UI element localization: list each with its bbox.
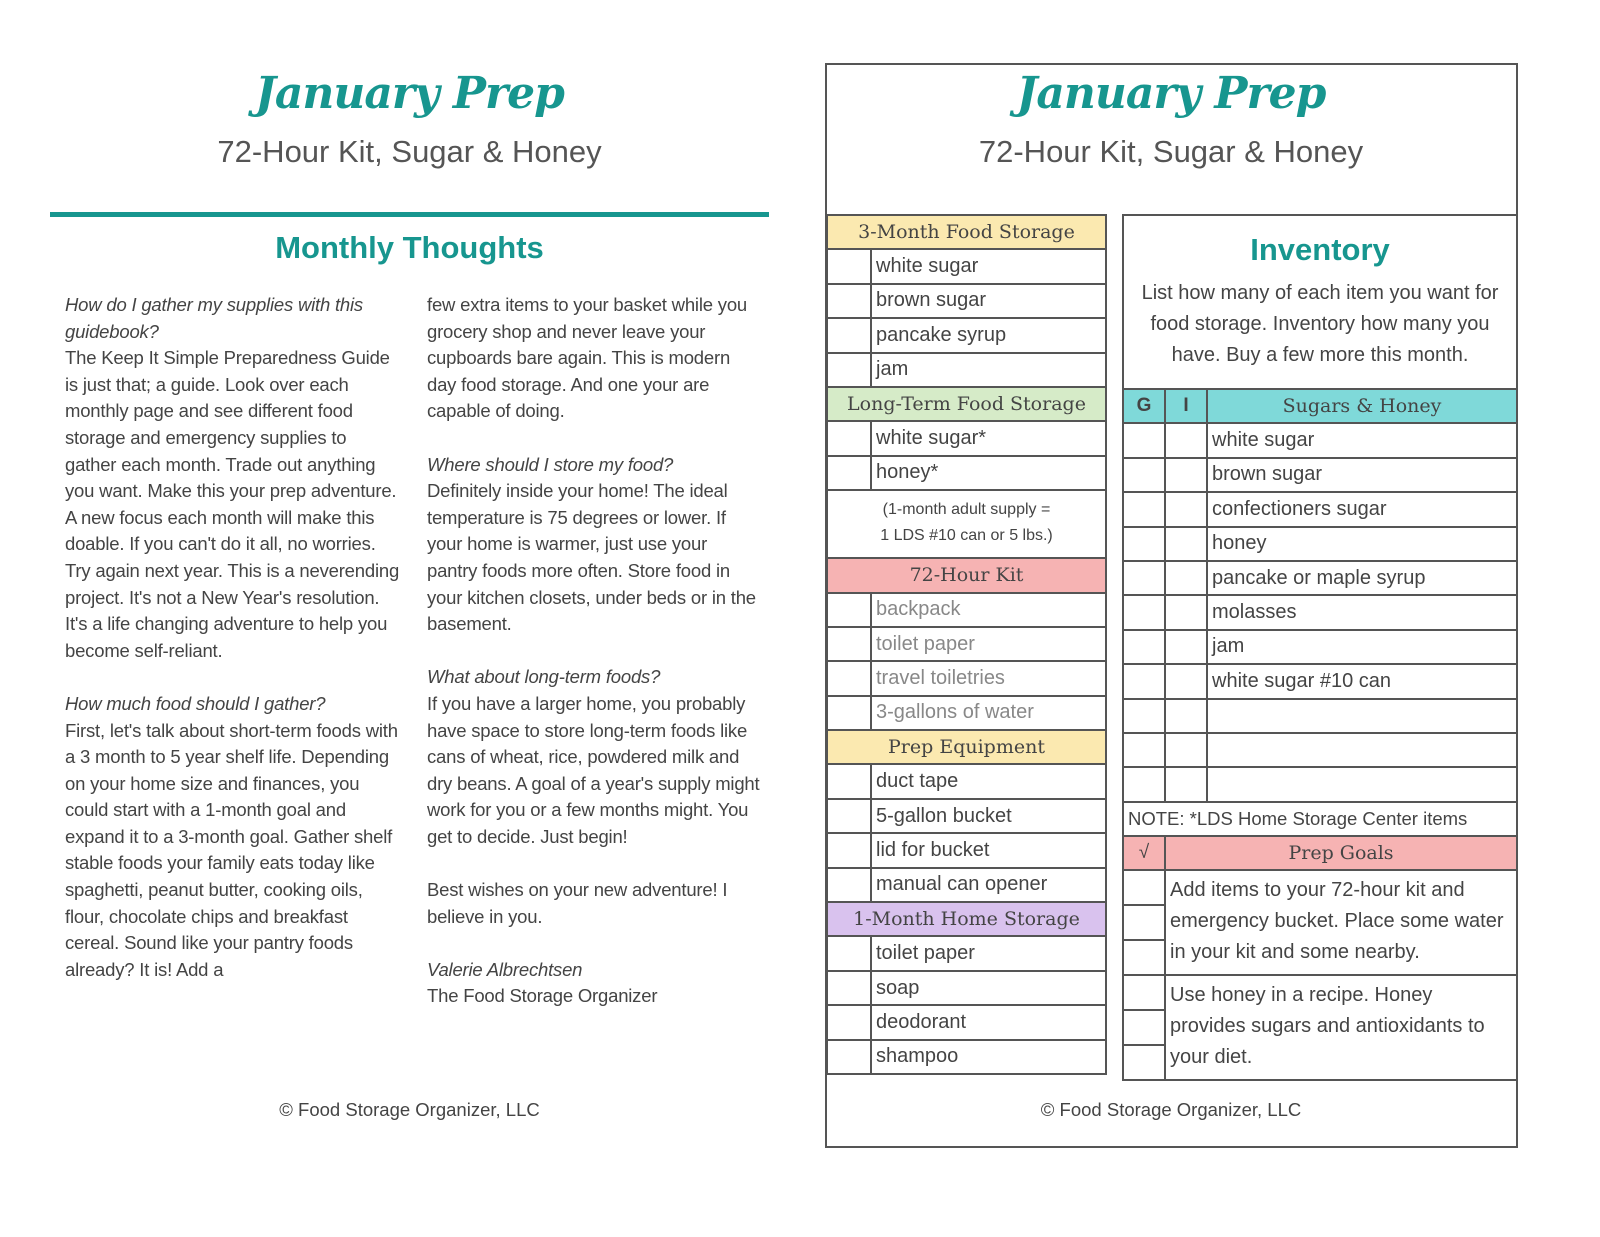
checklist-item <box>828 662 1105 696</box>
goal-count-cell[interactable] <box>1124 700 1166 732</box>
inventory-header <box>1124 390 1516 424</box>
inventory-item-label <box>1208 768 1516 800</box>
inventory-description: List how many of each item you want for food storage. Inventory how many you have. Buy a few more this month. <box>1141 282 1499 366</box>
goal-count-cell[interactable] <box>1124 562 1166 594</box>
checkbox[interactable] <box>828 765 872 797</box>
inventory-item-label: honey <box>1212 532 1267 555</box>
inventory-item-label: jam <box>1212 635 1245 658</box>
goal-count-cell[interactable] <box>1124 424 1166 456</box>
thought-text: The Food Storage Organizer <box>427 985 658 1007</box>
goal-text: Use honey in a recipe. Honey provides sugars and antioxidants to your diet. <box>1170 984 1485 1069</box>
monthly-thoughts-heading: Monthly Thoughts <box>275 230 544 265</box>
item-label: backpack <box>876 598 961 621</box>
item-label: soap <box>876 976 920 999</box>
item-label: white sugar* <box>876 427 987 450</box>
inventory-intro <box>1124 216 1516 390</box>
inventory-item-label: white sugar #10 can <box>1212 669 1392 692</box>
inventory-count-cell[interactable] <box>1166 493 1208 525</box>
checkbox[interactable] <box>828 354 872 386</box>
thoughts-column-2 <box>427 292 762 1037</box>
goal-count-cell[interactable] <box>1124 493 1166 525</box>
inventory-row <box>1124 562 1516 596</box>
note-line: 1 LDS #10 can or 5 lbs.) <box>880 527 1053 545</box>
thought-question: How do I gather my supplies with this guidebook? <box>65 294 363 342</box>
column-g: G <box>1124 390 1166 422</box>
checkbox[interactable] <box>828 250 872 282</box>
inventory-title: Inventory <box>1250 232 1390 267</box>
left-subtitle: 72-Hour Kit, Sugar & Honey <box>217 134 602 169</box>
inventory-count-cell[interactable] <box>1166 631 1208 663</box>
goal-checkboxes <box>1124 871 1166 974</box>
divider <box>50 212 769 217</box>
goal-checkbox[interactable] <box>1124 1011 1164 1046</box>
inventory-item-label: confectioners sugar <box>1212 497 1387 520</box>
item-label: toilet paper <box>876 632 975 655</box>
inventory-row <box>1124 700 1516 734</box>
checkbox[interactable] <box>828 697 872 729</box>
item-label: manual can opener <box>876 873 1048 896</box>
goal-checkboxes <box>1124 976 1166 1079</box>
goal-count-cell[interactable] <box>1124 665 1166 697</box>
left-footer: © Food Storage Organizer, LLC <box>279 1099 540 1120</box>
inventory-count-cell[interactable] <box>1166 596 1208 628</box>
checkbox[interactable] <box>828 319 872 351</box>
inventory-count-cell[interactable] <box>1166 562 1208 594</box>
inventory-count-cell[interactable] <box>1166 528 1208 560</box>
checklist-item <box>828 628 1105 662</box>
prep-goal <box>1124 976 1516 1081</box>
checklist-item <box>828 354 1105 388</box>
note-line: (1-month adult supply = <box>882 501 1051 519</box>
item-label: shampoo <box>876 1045 959 1068</box>
thought-text: Definitely inside your home! The ideal temperature is 75 degrees or lower. If your home is warmer, just use your pantry foods more often. Store food in your kitchen closets, under beds or in the basement. <box>427 480 756 635</box>
item-label: duct tape <box>876 770 959 793</box>
right-subtitle: 72-Hour Kit, Sugar & Honey <box>978 134 1364 169</box>
goal-count-cell[interactable] <box>1124 631 1166 663</box>
goal-text: Add items to your 72-hour kit and emergency bucket. Place some water in your kit and some nearby. <box>1170 879 1504 964</box>
thought-paragraph <box>65 691 400 984</box>
inventory-row <box>1124 424 1516 458</box>
checkbox[interactable] <box>828 594 872 626</box>
checkbox[interactable] <box>828 834 872 866</box>
thought-paragraph <box>427 664 762 850</box>
thought-text: If you have a larger home, you probably have space to store long-term foods like cans of wheat, rice, powdered milk and dry beans. A goal of a year's supply might work for you or a few months might. You get to decide. Just begin! <box>427 692 760 847</box>
goal-count-cell[interactable] <box>1124 596 1166 628</box>
item-label: lid for bucket <box>876 838 990 861</box>
checklist-item <box>828 422 1105 456</box>
right-footer: © Food Storage Organizer, LLC <box>1040 1099 1302 1120</box>
item-label: honey* <box>876 461 939 484</box>
checklist-item <box>828 697 1105 731</box>
thought-paragraph <box>427 452 762 638</box>
thought-text: few extra items to your basket while you grocery shop and never leave your cupboards bare again. This is modern day food storage. And one your are capable of doing. <box>427 294 748 422</box>
checkbox[interactable] <box>828 972 872 1004</box>
checklist-item <box>828 765 1105 799</box>
goal-checkbox[interactable] <box>1124 1046 1164 1079</box>
thoughts-column-1 <box>65 292 400 1010</box>
checkbox[interactable] <box>828 285 872 317</box>
checkbox[interactable] <box>828 628 872 660</box>
inventory-item-label: brown sugar <box>1212 463 1323 486</box>
thought-paragraph <box>427 957 762 1010</box>
thought-paragraph <box>65 292 400 664</box>
inventory-item-label: pancake or maple syrup <box>1212 566 1426 589</box>
section-header: 3-Month Food Storage <box>828 216 1105 250</box>
item-label: pancake syrup <box>876 323 1007 346</box>
checklist-item <box>828 285 1105 319</box>
checklist-item <box>828 319 1105 353</box>
thought-paragraph <box>427 877 762 930</box>
inventory-count-cell[interactable] <box>1166 424 1208 456</box>
inventory-row <box>1124 528 1516 562</box>
inventory-row <box>1124 493 1516 527</box>
inventory-item-label: molasses <box>1212 601 1297 624</box>
right-title: January Prep <box>1016 68 1326 119</box>
inventory-note: NOTE: *LDS Home Storage Center items <box>1124 803 1516 837</box>
item-label: 3-gallons of water <box>876 701 1034 724</box>
inventory-row <box>1124 734 1516 768</box>
thought-text: Best wishes on your new adventure! I believe in you. <box>427 879 728 927</box>
checklist-item <box>828 250 1105 284</box>
goal-count-cell[interactable] <box>1124 734 1166 766</box>
section-note <box>828 491 1105 559</box>
storage-checklist <box>826 214 1107 1075</box>
checkbox[interactable] <box>828 422 872 454</box>
thought-question: Valerie Albrechtsen <box>427 958 583 980</box>
goal-checkbox[interactable] <box>1124 871 1164 906</box>
inventory-count-cell[interactable] <box>1166 700 1208 732</box>
thought-paragraph <box>427 292 762 425</box>
item-label: deodorant <box>876 1010 967 1033</box>
checkbox[interactable] <box>828 869 872 901</box>
checklist-item <box>828 1006 1105 1040</box>
checklist-item <box>828 834 1105 868</box>
checklist-item <box>828 594 1105 628</box>
inventory-count-cell[interactable] <box>1166 665 1208 697</box>
checklist-item <box>828 937 1105 971</box>
thought-text: The Keep It Simple Preparedness Guide is just that; a guide. Look over each monthly page and see different food storage and emergency supplies to gather each month. Trade out anything you want. Make this your prep adventure. A new focus each month will make this doable. If you can't do it all, no worries. Try again next year. This is a neverending project. It's not a New Year's resolution. It's a life changing adventure to help you become self-reliant. <box>65 347 400 661</box>
check-column-header: √ <box>1124 837 1166 869</box>
thought-text: First, let's talk about short-term foods with a 3 month to 5 year shelf life. Depending on your home size and finances, you could start with a 1-month goal and expand it to a 3-month goal. Gather shelf stable foods your family eats today like spaghetti, peanut butter, cooking oils, flour, chocolate chips and breakfast cereal. Sound like your pantry foods already? It is! Add a <box>65 719 398 980</box>
goal-checkbox[interactable] <box>1124 941 1164 974</box>
column-i: I <box>1166 390 1208 422</box>
section-header: 72-Hour Kit <box>828 559 1105 593</box>
section-header: Prep Equipment <box>828 731 1105 765</box>
inventory-rows <box>1124 424 1516 802</box>
goal-checkbox[interactable] <box>1124 976 1164 1011</box>
goal-count-cell[interactable] <box>1124 528 1166 560</box>
checklist-item <box>828 869 1105 903</box>
checkbox[interactable] <box>828 800 872 832</box>
item-label: brown sugar <box>876 289 987 312</box>
checklist-item <box>828 972 1105 1006</box>
thought-question: How much food should I gather? <box>65 692 326 714</box>
item-label: 5-gallon bucket <box>876 804 1012 827</box>
checkbox[interactable] <box>828 1006 872 1038</box>
thought-question: What about long-term foods? <box>427 666 661 688</box>
checkbox[interactable] <box>828 662 872 694</box>
goal-checkbox[interactable] <box>1124 906 1164 941</box>
inventory-item-label <box>1208 734 1516 766</box>
item-label: white sugar <box>876 255 979 278</box>
checkbox[interactable] <box>828 937 872 969</box>
inventory-row <box>1124 631 1516 665</box>
checkbox[interactable] <box>828 457 872 489</box>
inventory-row <box>1124 596 1516 630</box>
inventory-count-cell[interactable] <box>1166 768 1208 800</box>
inventory-panel <box>1122 214 1516 1081</box>
checklist-item <box>828 457 1105 491</box>
inventory-count-cell[interactable] <box>1166 459 1208 491</box>
item-label: travel toiletries <box>876 666 1005 689</box>
inventory-row <box>1124 768 1516 802</box>
thought-question: Where should I store my food? <box>427 453 674 475</box>
left-title: January Prep <box>255 68 564 119</box>
checklist-item <box>828 1041 1105 1075</box>
prep-goals-list <box>1124 871 1516 1081</box>
section-header: 1-Month Home Storage <box>828 903 1105 937</box>
inventory-row <box>1124 459 1516 493</box>
prep-goal <box>1124 871 1516 976</box>
prep-goals-header <box>1124 837 1516 871</box>
inventory-item-label <box>1208 700 1516 732</box>
section-header: Long-Term Food Storage <box>828 388 1105 422</box>
item-label: toilet paper <box>876 942 975 965</box>
inventory-row <box>1124 665 1516 699</box>
inventory-count-cell[interactable] <box>1166 734 1208 766</box>
goal-count-cell[interactable] <box>1124 768 1166 800</box>
checkbox[interactable] <box>828 1041 872 1073</box>
goal-count-cell[interactable] <box>1124 459 1166 491</box>
inventory-category: Sugars & Honey <box>1282 395 1442 418</box>
checklist-item <box>828 800 1105 834</box>
item-label: jam <box>876 358 909 381</box>
prep-goals-title: Prep Goals <box>1288 842 1394 865</box>
inventory-item-label: white sugar <box>1212 429 1315 452</box>
